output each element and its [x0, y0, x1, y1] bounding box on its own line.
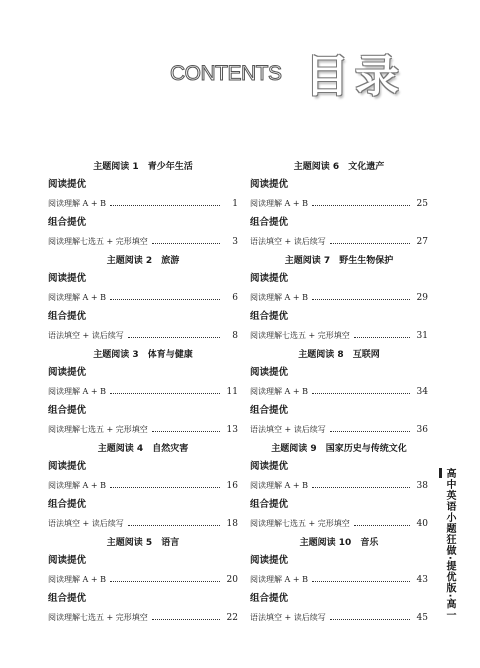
- entry-label: 语法填空 + 读后续写: [250, 237, 326, 246]
- dot-leader: [152, 619, 220, 620]
- category-label: 阅读提优: [48, 179, 87, 190]
- toc-entry[interactable]: [48, 288, 238, 308]
- category-label: 组合提优: [250, 405, 289, 416]
- category-label: 组合提优: [48, 499, 87, 510]
- dot-leader: [312, 393, 410, 394]
- dot-leader: [110, 205, 220, 206]
- category-label: 阅读提优: [250, 273, 289, 284]
- contents-heading: CONTENTS: [170, 62, 282, 85]
- topic-heading: 主题阅读 3 体育与健康: [93, 350, 193, 360]
- category-label: 组合提优: [48, 311, 87, 322]
- category-label: 组合提优: [48, 593, 87, 604]
- topic-heading: 主题阅读 1 青少年生活: [93, 162, 193, 172]
- toc-right-column: [250, 158, 428, 628]
- side-label: [442, 468, 453, 658]
- dot-leader: [110, 299, 220, 300]
- toc-entry[interactable]: [48, 608, 238, 628]
- toc-entry[interactable]: [48, 326, 238, 346]
- dot-leader: [354, 337, 410, 338]
- toc-entry[interactable]: [250, 608, 428, 628]
- category-label: 阅读提优: [48, 273, 87, 284]
- toc-entry[interactable]: [250, 514, 428, 534]
- entry-label: 阅读理解 A + B: [48, 481, 106, 490]
- page-number: 31: [416, 331, 428, 341]
- page-number: 6: [232, 293, 238, 303]
- topic-heading: 主题阅读 4 自然灾害: [97, 444, 189, 454]
- toc-entry[interactable]: [48, 382, 238, 402]
- entry-label: 阅读理解七选五 + 完形填空: [48, 237, 148, 246]
- page-number: 11: [226, 387, 238, 397]
- topic-heading: 主题阅读 10 音乐: [299, 538, 379, 548]
- entry-label: 阅读理解七选五 + 完形填空: [250, 519, 350, 528]
- toc-entry[interactable]: [48, 194, 238, 214]
- entry-label: 阅读理解七选五 + 完形填空: [48, 613, 148, 622]
- dot-leader: [330, 431, 410, 432]
- dot-leader: [330, 619, 410, 620]
- page-number: 43: [416, 575, 428, 585]
- page-number: 29: [416, 293, 428, 303]
- page-header: [0, 0, 480, 100]
- toc-entry[interactable]: [250, 288, 428, 308]
- entry-label: 语法填空 + 读后续写: [250, 425, 326, 434]
- entry-label: 阅读理解 A + B: [48, 575, 106, 584]
- entry-label: 阅读理解七选五 + 完形填空: [250, 331, 350, 340]
- topic-heading: 主题阅读 9 国家历史与传统文化: [271, 444, 407, 454]
- page-number: 1: [232, 199, 238, 209]
- category-label: 组合提优: [48, 405, 87, 416]
- page-number: 18: [226, 519, 238, 529]
- page-number: 13: [226, 425, 238, 435]
- page-number: 20: [226, 575, 238, 585]
- page-number: 16: [226, 481, 238, 491]
- toc-entry[interactable]: [250, 420, 428, 440]
- toc-entry[interactable]: [250, 194, 428, 214]
- page-number: 45: [416, 613, 428, 623]
- category-label: 阅读提优: [48, 555, 87, 566]
- category-label: 阅读提优: [48, 461, 87, 472]
- dot-leader: [312, 487, 410, 488]
- topic-heading: 主题阅读 6 文化遗产: [293, 162, 385, 172]
- toc-left-column: [48, 158, 238, 628]
- category-label: 组合提优: [250, 217, 289, 228]
- toc-entry[interactable]: [250, 476, 428, 496]
- dot-leader: [110, 581, 220, 582]
- dot-leader: [354, 525, 410, 526]
- page-number: 40: [416, 519, 428, 529]
- dot-leader: [128, 337, 220, 338]
- dot-leader: [152, 431, 220, 432]
- entry-label: 阅读理解 A + B: [48, 199, 106, 208]
- category-label: 组合提优: [250, 499, 289, 510]
- page-number: 36: [416, 425, 428, 435]
- dot-leader: [110, 393, 220, 394]
- toc-entry[interactable]: [250, 232, 428, 252]
- dot-leader: [128, 525, 220, 526]
- dot-leader: [152, 243, 220, 244]
- entry-label: 语法填空 + 读后续写: [250, 613, 326, 622]
- toc-entry[interactable]: [250, 570, 428, 590]
- category-label: 阅读提优: [250, 367, 289, 378]
- topic-heading: 主题阅读 7 野生生物保护: [284, 256, 394, 266]
- topic-heading: 主题阅读 5 语言: [106, 538, 180, 548]
- side-label-text: 高中英语小题狂做·提优版·高一: [444, 468, 455, 621]
- entry-label: 阅读理解 A + B: [48, 387, 106, 396]
- category-label: 组合提优: [250, 311, 289, 322]
- mulu-heading: 目录: [305, 51, 405, 102]
- toc-entry[interactable]: [250, 382, 428, 402]
- category-label: 阅读提优: [250, 461, 289, 472]
- toc-entry[interactable]: [48, 476, 238, 496]
- category-label: 组合提优: [250, 593, 289, 604]
- dot-leader: [312, 299, 410, 300]
- page-number: 3: [232, 237, 238, 247]
- entry-label: 阅读理解七选五 + 完形填空: [48, 425, 148, 434]
- page-number: 25: [416, 199, 428, 209]
- topic-heading: 主题阅读 2 旅游: [106, 256, 180, 266]
- topic-heading: 主题阅读 8 互联网: [298, 350, 380, 360]
- category-label: 阅读提优: [250, 555, 289, 566]
- page-number: 22: [226, 613, 238, 623]
- entry-label: 阅读理解 A + B: [250, 199, 308, 208]
- entry-label: 阅读理解 A + B: [250, 387, 308, 396]
- entry-label: 阅读理解 A + B: [250, 575, 308, 584]
- toc-entry[interactable]: [48, 570, 238, 590]
- page-number: 27: [416, 237, 428, 247]
- toc-entry[interactable]: [48, 514, 238, 534]
- dot-leader: [312, 205, 410, 206]
- category-label: 阅读提优: [250, 179, 289, 190]
- page-number: 8: [232, 331, 238, 341]
- category-label: 阅读提优: [48, 367, 87, 378]
- entry-label: 阅读理解 A + B: [250, 293, 308, 302]
- entry-label: 语法填空 + 读后续写: [48, 331, 124, 340]
- page-number: 38: [416, 481, 428, 491]
- toc-entry[interactable]: [250, 326, 428, 346]
- category-label: 组合提优: [48, 217, 87, 228]
- dot-leader: [110, 487, 220, 488]
- page-number: 34: [416, 387, 428, 397]
- entry-label: 语法填空 + 读后续写: [48, 519, 124, 528]
- toc-entry[interactable]: [48, 420, 238, 440]
- toc-entry[interactable]: [48, 232, 238, 252]
- entry-label: 阅读理解 A + B: [250, 481, 308, 490]
- entry-label: 阅读理解 A + B: [48, 293, 106, 302]
- dot-leader: [312, 581, 410, 582]
- dot-leader: [330, 243, 410, 244]
